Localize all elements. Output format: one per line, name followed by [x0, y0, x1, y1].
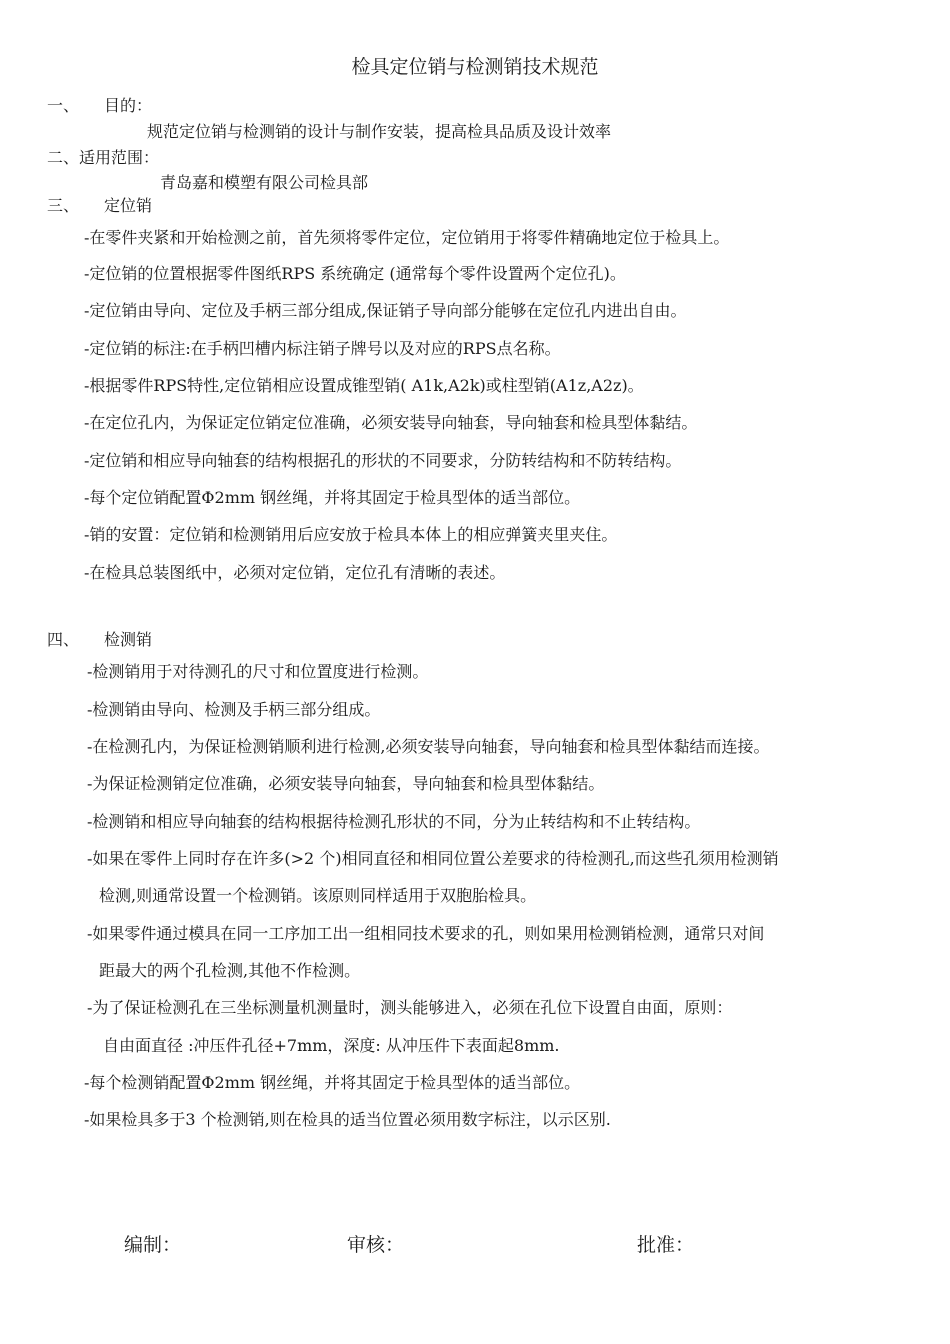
locating-pin-line: -定位销的位置根据零件图纸RPS 系统确定 (通常每个零件设置两个定位孔)。: [84, 264, 626, 283]
section-purpose-heading: 目的：: [104, 96, 153, 115]
scope-line: 青岛嘉和模塑有限公司检具部: [160, 173, 369, 192]
locating-pin-line: -定位销由导向、定位及手柄三部分组成,保证销子导向部分能够在定位孔内进出自由。: [84, 301, 687, 320]
check-pin-line-continued: 检测,则通常设置一个检测销。该原则同样适用于双胞胎检具。: [99, 886, 537, 905]
section-check-pin-heading: 检测销: [104, 630, 153, 649]
purpose-line: 规范定位销与检测销的设计与制作安装，提高检具品质及设计效率: [147, 122, 612, 141]
check-pin-line: -为保证检测销定位准确，必须安装导向轴套，导向轴套和检具型体黏结。: [87, 774, 605, 793]
check-pin-line: -如果检具多于3 个检测销,则在检具的适当位置必须用数字标注，以示区别.: [84, 1110, 611, 1129]
locating-pin-line: -定位销的标注:在手柄凹槽内标注销子牌号以及对应的RPS点名称。: [84, 339, 561, 358]
locating-pin-line: -每个定位销配置Φ2mm 钢丝绳，并将其固定于检具型体的适当部位。: [84, 488, 581, 507]
check-pin-line: -检测销由导向、检测及手柄三部分组成。: [87, 700, 381, 719]
section-locating-pin-number: 三、: [47, 196, 80, 215]
check-pin-line: -在检测孔内，为保证检测销顺利进行检测,必须安装导向轴套，导向轴套和检具型体黏结而连接。: [87, 737, 770, 756]
check-pin-line: -检测销和相应导向轴套的结构根据待检测孔形状的不同，分为止转结构和不止转结构。: [87, 812, 701, 831]
document-title: 检具定位销与检测销技术规范: [351, 56, 599, 78]
signature-approved-label: 批准：: [637, 1234, 695, 1256]
locating-pin-line: -销的安置：定位销和检测销用后应安放于检具本体上的相应弹簧夹里夹住。: [84, 525, 618, 544]
section-purpose-number: 一、: [47, 96, 80, 115]
section-check-pin-number: 四、: [47, 630, 80, 649]
locating-pin-line: -在零件夹紧和开始检测之前，首先须将零件定位，定位销用于将零件精确地定位于检具上。: [84, 228, 730, 247]
check-pin-line: -检测销用于对待测孔的尺寸和位置度进行检测。: [87, 662, 429, 681]
locating-pin-line: -在定位孔内，为保证定位销定位准确，必须安装导向轴套，导向轴套和检具型体黏结。: [84, 413, 698, 432]
locating-pin-line: -根据零件RPS特性,定位销相应设置成锥型销( A1k,A2k)或柱型销(A1z,A2z)。: [84, 376, 644, 395]
check-pin-line: -为了保证检测孔在三坐标测量机测量时，测头能够进入，必须在孔位下设置自由面，原则：: [87, 998, 733, 1017]
check-pin-line-continued: 距最大的两个孔检测,其他不作检测。: [99, 961, 361, 980]
check-pin-line: -如果在零件上同时存在许多(>2 个)相同直径和相同位置公差要求的待检测孔,而这些孔须用检测销: [87, 849, 779, 868]
check-pin-line: -每个检测销配置Φ2mm 钢丝绳，并将其固定于检具型体的适当部位。: [84, 1073, 581, 1092]
section-locating-pin-heading: 定位销: [104, 196, 153, 215]
section-scope-heading: 二、适用范围：: [47, 148, 160, 167]
signature-compiled-label: 编制：: [124, 1234, 182, 1256]
locating-pin-line: -在检具总装图纸中，必须对定位销，定位孔有清晰的表述。: [84, 563, 506, 582]
check-pin-line-indented: 自由面直径 :冲压件孔径+7mm，深度: 从冲压件下表面起8mm.: [103, 1036, 560, 1055]
signature-reviewed-label: 审核：: [347, 1234, 405, 1256]
check-pin-line: -如果零件通过模具在同一工序加工出一组相同技术要求的孔，则如果用检测销检测，通常只对间: [87, 924, 765, 943]
locating-pin-line: -定位销和相应导向轴套的结构根据孔的形状的不同要求，分防转结构和不防转结构。: [84, 451, 682, 470]
